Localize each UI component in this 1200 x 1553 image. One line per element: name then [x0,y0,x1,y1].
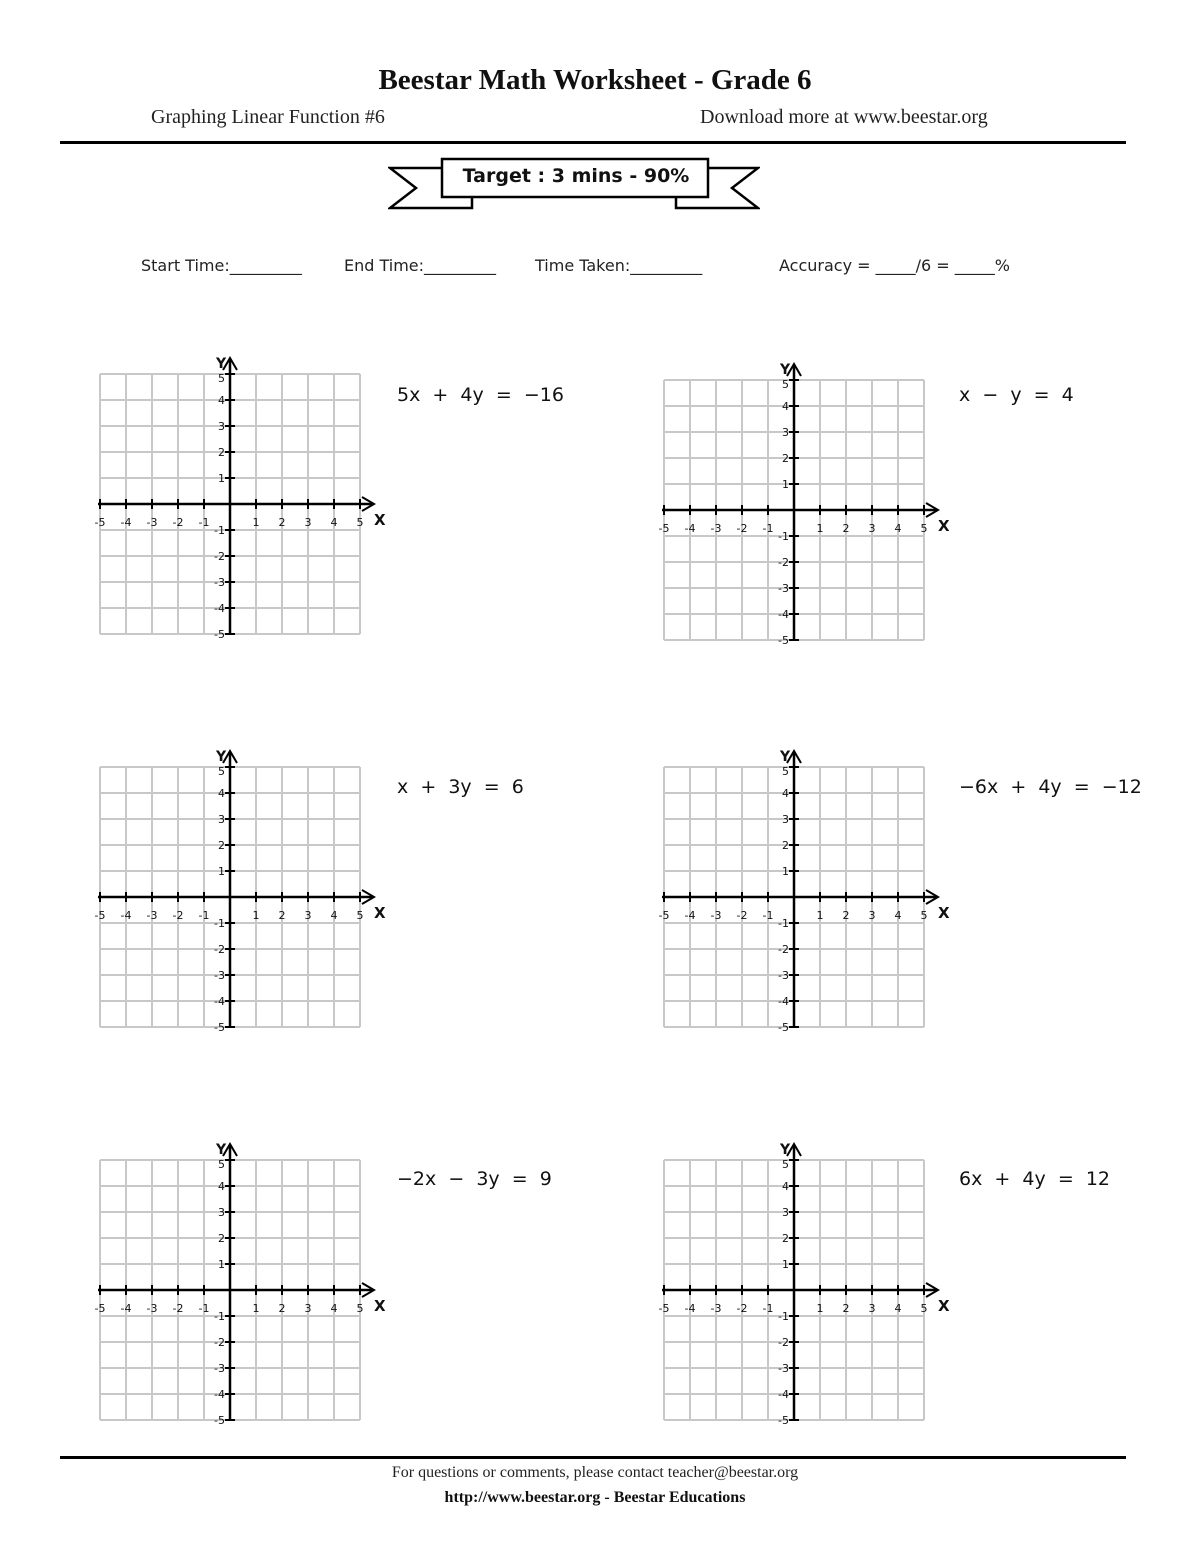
start-time-field[interactable]: Start Time:_________ [141,256,302,275]
grid-svg [94,749,400,1049]
y-tick-label: -2 [214,1336,225,1349]
x-tick-label: 5 [920,909,928,922]
x-tick-label: 1 [252,909,260,922]
x-tick-label: 2 [842,909,850,922]
y-tick-label: -1 [214,917,225,930]
x-tick-label: -4 [120,516,132,529]
x-tick-label: -2 [172,1302,184,1315]
equation-4: −6x + 4y = −12 [959,776,1142,798]
equation-3: x + 3y = 6 [397,776,524,798]
x-tick-label: -4 [120,909,132,922]
y-tick-label: 4 [218,394,225,407]
worksheet-title: Beestar Math Worksheet - Grade 6 [378,64,812,96]
x-tick-label: -3 [710,1302,722,1315]
y-tick-label: 2 [218,446,225,459]
y-tick-label: 4 [218,1180,225,1193]
y-tick-label: -5 [778,1414,789,1427]
x-tick-label: -3 [710,909,722,922]
x-tick-label: -3 [146,1302,158,1315]
x-tick-label: -3 [710,522,722,535]
y-tick-label: 2 [218,1232,225,1245]
y-tick-label: 1 [782,1258,789,1271]
footer-rule [60,1456,1126,1459]
coordinate-grid-4[interactable] [658,749,964,1049]
x-tick-label: 2 [278,909,286,922]
x-tick-label: -1 [762,1302,774,1315]
y-tick-label: -2 [778,943,789,956]
x-tick-label: 4 [894,909,902,922]
time-taken-field[interactable]: Time Taken:_________ [535,256,703,275]
y-tick-label: -1 [778,917,789,930]
x-tick-label: -5 [94,909,106,922]
equation-2: x − y = 4 [959,384,1074,406]
grid-svg [658,362,964,662]
coordinate-grid-2[interactable] [658,362,964,662]
x-tick-label: 3 [868,1302,876,1315]
x-tick-label: -1 [762,909,774,922]
x-tick-label: -4 [684,522,696,535]
y-tick-label: -2 [214,550,225,563]
worksheet-subtitle: Graphing Linear Function #6 [151,106,385,128]
x-tick-label: -5 [658,909,670,922]
y-tick-label: 2 [782,839,789,852]
x-tick-label: -2 [736,1302,748,1315]
coordinate-grid-5[interactable] [94,1142,400,1442]
y-tick-label: -1 [214,1310,225,1323]
x-axis-label: X [374,904,386,922]
x-tick-label: 2 [278,516,286,529]
y-tick-label: 2 [218,839,225,852]
x-tick-label: 4 [330,909,338,922]
x-axis-label: X [938,1297,950,1315]
x-tick-label: 3 [304,1302,312,1315]
x-tick-label: 3 [868,909,876,922]
y-tick-label: 3 [782,426,789,439]
x-tick-label: -4 [120,1302,132,1315]
y-tick-label: 3 [782,1206,789,1219]
x-tick-label: 4 [330,516,338,529]
x-axis-label: X [374,1297,386,1315]
y-tick-label: -1 [214,524,225,537]
y-tick-label: -4 [778,995,789,1008]
footer-contact: For questions or comments, please contact teacher@beestar.org [391,1464,799,1481]
y-tick-label: -2 [778,1336,789,1349]
y-axis-label: Y [216,356,227,372]
x-tick-label: 5 [356,909,364,922]
y-tick-label: 1 [782,865,789,878]
coordinate-grid-3[interactable] [94,749,400,1049]
x-tick-label: 5 [920,1302,928,1315]
x-tick-label: 3 [304,909,312,922]
y-tick-label: -2 [778,556,789,569]
y-tick-label: -5 [778,1021,789,1034]
y-tick-label: 5 [782,765,789,778]
y-tick-label: 4 [782,1180,789,1193]
y-tick-label: -3 [778,582,789,595]
x-tick-label: 3 [304,516,312,529]
x-tick-label: -5 [658,522,670,535]
y-tick-label: 1 [218,1258,225,1271]
y-tick-label: 5 [782,1158,789,1171]
x-tick-label: -4 [684,1302,696,1315]
y-tick-label: -4 [214,995,225,1008]
y-axis-label: Y [780,749,791,765]
y-tick-label: -5 [778,634,789,647]
equation-6: 6x + 4y = 12 [959,1168,1110,1190]
grid-svg [658,749,964,1049]
x-tick-label: -2 [172,516,184,529]
x-tick-label: 3 [868,522,876,535]
y-axis-label: Y [216,749,227,765]
y-axis-label: Y [216,1142,227,1158]
y-tick-label: -4 [778,1388,789,1401]
y-tick-label: -4 [778,608,789,621]
x-tick-label: 4 [894,522,902,535]
target-label: Target : 3 mins - 90% [462,165,690,187]
x-tick-label: 1 [252,516,260,529]
x-tick-label: -2 [172,909,184,922]
y-tick-label: 1 [218,472,225,485]
footer-link[interactable]: http://www.beestar.org - Beestar Educations [444,1489,746,1506]
x-tick-label: 1 [816,909,824,922]
x-tick-label: 1 [816,522,824,535]
x-tick-label: 5 [356,516,364,529]
y-tick-label: 4 [218,787,225,800]
y-tick-label: -3 [778,969,789,982]
x-tick-label: 1 [252,1302,260,1315]
y-tick-label: 1 [782,478,789,491]
y-tick-label: 4 [782,787,789,800]
y-tick-label: 1 [218,865,225,878]
y-tick-label: -2 [214,943,225,956]
x-tick-label: -1 [198,516,210,529]
accuracy-field[interactable]: Accuracy = _____/6 = _____% [779,256,1010,275]
coordinate-grid-1[interactable] [94,356,400,656]
x-tick-label: 2 [842,1302,850,1315]
y-tick-label: 5 [782,378,789,391]
download-link[interactable]: Download more at www.beestar.org [700,106,988,128]
header-rule [60,141,1126,144]
x-tick-label: -4 [684,909,696,922]
x-tick-label: -2 [736,522,748,535]
y-axis-label: Y [780,1142,791,1158]
y-tick-label: -4 [214,1388,225,1401]
y-tick-label: 2 [782,1232,789,1245]
y-tick-label: -5 [214,1021,225,1034]
x-tick-label: -1 [198,909,210,922]
x-tick-label: 4 [894,1302,902,1315]
y-tick-label: 3 [218,1206,225,1219]
x-tick-label: 1 [816,1302,824,1315]
x-tick-label: -2 [736,909,748,922]
x-tick-label: -3 [146,909,158,922]
grid-svg [94,1142,400,1442]
grid-svg [94,356,400,656]
x-tick-label: -5 [94,516,106,529]
y-axis-label: Y [780,362,791,378]
x-axis-label: X [374,511,386,529]
y-tick-label: -3 [214,576,225,589]
end-time-field[interactable]: End Time:_________ [344,256,497,275]
y-tick-label: -3 [214,969,225,982]
x-axis-label: X [938,517,950,535]
y-tick-label: 3 [218,813,225,826]
y-tick-label: 2 [782,452,789,465]
y-tick-label: -3 [214,1362,225,1375]
x-tick-label: -3 [146,516,158,529]
coordinate-grid-6[interactable] [658,1142,964,1442]
y-tick-label: 4 [782,400,789,413]
y-tick-label: -1 [778,1310,789,1323]
x-tick-label: -5 [658,1302,670,1315]
y-tick-label: -4 [214,602,225,615]
y-tick-label: -5 [214,1414,225,1427]
x-tick-label: 5 [920,522,928,535]
x-axis-label: X [938,904,950,922]
x-tick-label: -1 [762,522,774,535]
y-tick-label: 5 [218,372,225,385]
equation-1: 5x + 4y = −16 [397,384,564,406]
y-tick-label: 3 [782,813,789,826]
y-tick-label: -5 [214,628,225,641]
y-tick-label: -1 [778,530,789,543]
y-tick-label: 3 [218,420,225,433]
y-tick-label: 5 [218,1158,225,1171]
x-tick-label: 2 [278,1302,286,1315]
y-tick-label: -3 [778,1362,789,1375]
y-tick-label: 5 [218,765,225,778]
x-tick-label: 2 [842,522,850,535]
x-tick-label: 4 [330,1302,338,1315]
x-tick-label: 5 [356,1302,364,1315]
x-tick-label: -1 [198,1302,210,1315]
equation-5: −2x − 3y = 9 [397,1168,552,1190]
grid-svg [658,1142,964,1442]
x-tick-label: -5 [94,1302,106,1315]
